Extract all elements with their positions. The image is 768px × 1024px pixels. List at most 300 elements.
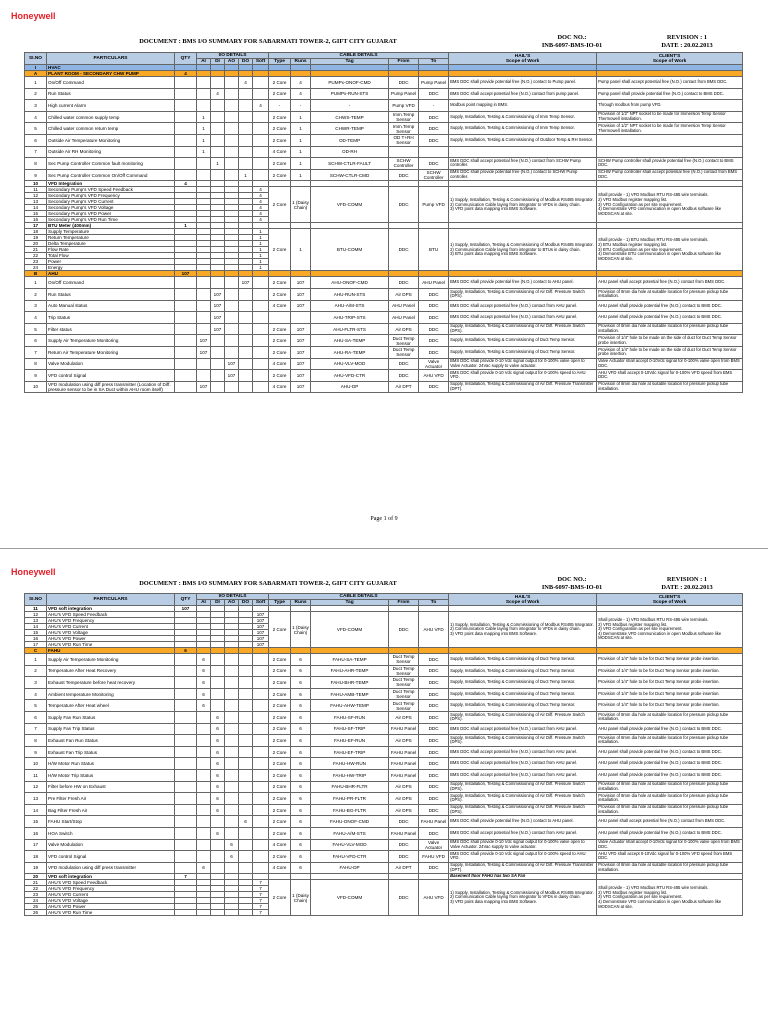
do-count	[239, 381, 253, 393]
di-count: 4	[211, 88, 225, 100]
ai-count	[197, 816, 211, 828]
soft-count	[253, 111, 269, 123]
table-row	[25, 827, 743, 839]
column-header: AO	[225, 59, 239, 65]
di-count: 6	[211, 758, 225, 770]
ai-count: 6	[197, 862, 211, 874]
cable-type: 2 Core	[269, 335, 291, 347]
row-particulars: Bag Filter Fresh Air	[47, 804, 175, 816]
cable-to: DDC	[419, 677, 449, 689]
doc-no-value: INB-6097-BMS-IO-01	[541, 42, 603, 49]
row-qty	[175, 123, 197, 135]
do-count	[239, 146, 253, 158]
row-particulars: Chilled water common supply temp	[47, 111, 175, 123]
column-header: Soft	[253, 59, 269, 65]
soft-count: 7	[253, 886, 269, 892]
doc-no-value: INB-6097-BMS-IO-01	[541, 584, 603, 591]
row-number: 8	[25, 158, 47, 170]
do-count: 6	[239, 816, 253, 828]
row-number: 6	[25, 711, 47, 723]
ai-count: 6	[197, 665, 211, 677]
table-row	[25, 665, 743, 677]
merged-tag: VFD-COMM	[311, 187, 389, 223]
do-count	[239, 746, 253, 758]
table-row	[25, 758, 743, 770]
cable-to: DDC	[419, 723, 449, 735]
ai-count	[197, 781, 211, 793]
table-row	[25, 654, 743, 666]
ao-count	[225, 381, 239, 393]
row-qty	[175, 358, 197, 370]
row-number: 3	[25, 300, 47, 312]
column-header: Runs	[291, 600, 311, 606]
row-number: 16	[25, 827, 47, 839]
merged-t: 2 Core	[269, 880, 291, 916]
client-scope: AHU VFD shall accept 0-10Vdc signal for 0-100% VFD speed from BMS DDC.	[597, 370, 743, 382]
cable-to: DDC	[419, 111, 449, 123]
do-count: 107	[239, 277, 253, 289]
cable-from: Air DPS	[389, 781, 419, 793]
row-qty	[175, 158, 197, 170]
honeywell-logo: Honeywell	[11, 567, 56, 577]
client-scope: Provision of 1/4" hole to be for Duct Temp Sensor probe insertion.	[597, 654, 743, 666]
cable-runs: 6	[291, 827, 311, 839]
cable-from: FAHU Panel	[389, 746, 419, 758]
merged-r: 1 (Daisy Chain)	[291, 187, 311, 223]
cable-runs: 6	[291, 723, 311, 735]
cable-from: Duct Temp Sensor	[389, 335, 419, 347]
cable-type: 2 Core	[269, 781, 291, 793]
soft-count: 4	[253, 100, 269, 112]
soft-count	[253, 654, 269, 666]
soft-count	[253, 711, 269, 723]
do-count	[239, 370, 253, 382]
row-particulars: AHU's VFD Power	[47, 904, 175, 910]
do-count	[239, 700, 253, 712]
di-count	[211, 277, 225, 289]
hail-scope: Supply, Installation, Testing & Commissioning of Imm Temp Sensor.	[449, 123, 597, 135]
client-scope: Provision of 1/2" NPT socket to be made for Immersion Temp Sensor Thermowell installation.	[597, 111, 743, 123]
row-number: 16	[25, 636, 47, 642]
row-number: 20	[25, 874, 47, 880]
row-qty	[175, 381, 197, 393]
table-row	[25, 169, 743, 181]
di-count: 6	[211, 827, 225, 839]
ai-count	[197, 910, 211, 916]
row-number: 18	[25, 851, 47, 863]
ao-count	[225, 793, 239, 805]
client-scope: Provision of 8mm dia hole at suitable location for pressure pickup tube installation.	[597, 323, 743, 335]
cable-tag: -	[311, 100, 389, 112]
row-particulars: AHU's VFD Frequency	[47, 886, 175, 892]
merged-c: Shall provide - 1) VFD Modbus RTU RS-485 wire terminals. 2) VFD Modbus register mapping list. 3) VFD Configuration as per site requirement. 4) Demonstrate VFD communication in open Modbus software like MODSCAN at site.	[597, 612, 743, 648]
merged-to: Pump VFD	[419, 187, 449, 223]
row-qty	[175, 746, 197, 758]
column-header: AI	[197, 59, 211, 65]
row-qty	[175, 677, 197, 689]
ai-count: 6	[197, 654, 211, 666]
soft-count	[253, 804, 269, 816]
cable-from: Pump Panel	[389, 88, 419, 100]
cable-from: Duct Temp Sensor	[389, 688, 419, 700]
hail-scope: BMS DDC shall provide potential free (N.O.) contact to AHU panel.	[449, 816, 597, 828]
row-number: 13	[25, 618, 47, 624]
cable-runs: 107	[291, 335, 311, 347]
ao-count	[225, 711, 239, 723]
client-scope: Provision of 8mm dia hole at suitable location for pressure pickup tube installation.	[597, 288, 743, 300]
cable-type: 2 Core	[269, 711, 291, 723]
client-scope: Valve Actuator shall accept 0-10Vdc signal for 0-100% valve open from BMS DDC.	[597, 839, 743, 851]
cable-runs: 4	[291, 77, 311, 89]
cable-runs: 6	[291, 839, 311, 851]
client-scope: AHU VFD shall accept 0-10Vdc signal for 0-100% VFD speed from BMS DDC.	[597, 851, 743, 863]
cable-runs: 6	[291, 711, 311, 723]
ao-count	[225, 804, 239, 816]
hail-scope: Supply, Installation, Testing & Commissioning of Air Diff. Pressure Switch (DPS).	[449, 793, 597, 805]
cable-to: Pump Panel	[419, 77, 449, 89]
merged-tag: VFD-COMM	[311, 880, 389, 916]
row-particulars: Sec Pump Controller Common On/Off Command	[47, 169, 175, 181]
ai-count	[197, 358, 211, 370]
row-particulars: BTU Meter (400mm)	[47, 223, 175, 229]
table-row	[25, 300, 743, 312]
do-count: 4	[239, 77, 253, 89]
honeywell-logo: Honeywell	[11, 11, 56, 21]
client-scope-header: CLIENT'S	[658, 53, 681, 59]
cable-runs: 6	[291, 688, 311, 700]
ai-count	[197, 312, 211, 324]
cable-type: 2 Core	[269, 134, 291, 146]
doc-no-label: DOC NO.:	[557, 34, 587, 41]
cable-to: DDC	[419, 346, 449, 358]
cable-type: 4 Core	[269, 839, 291, 851]
client-scope: AHU panel shall provide potential free (N.O.) contact to BMS DDC.	[597, 300, 743, 312]
cable-from: Duct Temp Sensor	[389, 654, 419, 666]
merged-t: 2 Core	[269, 229, 291, 271]
merged-h: 1) Supply, Installation, Testing & Commissioning of Modbus RS485 Integrator. 2) Communication Cable laying from integrator to VFDs in daisy chain. 3) VFD point data mapping into BMS Software.	[449, 880, 597, 916]
row-number: 1	[25, 77, 47, 89]
row-number: 15	[25, 816, 47, 828]
soft-count: 4	[253, 217, 269, 223]
di-count	[211, 700, 225, 712]
cable-runs: 6	[291, 851, 311, 863]
client-scope	[597, 146, 743, 158]
cable-type: 2 Core	[269, 793, 291, 805]
row-number: 10	[25, 381, 47, 393]
table-row	[25, 370, 743, 382]
cable-type: 2 Core	[269, 827, 291, 839]
row-particulars: HOA Switch	[47, 827, 175, 839]
hail-scope: BMS DDC shall accept potential free (N.O.) contact from pump panel.	[449, 88, 597, 100]
row-particulars: Temperature After Heat wheel	[47, 700, 175, 712]
row-number: 22	[25, 253, 47, 259]
column-header	[597, 594, 743, 606]
column-header: From	[389, 59, 419, 65]
ai-count	[197, 851, 211, 863]
client-scope: SCHW Pump controller shall accept potential free (N.O.) contact from BMS DDC.	[597, 169, 743, 181]
column-header	[449, 53, 597, 65]
ai-count	[197, 277, 211, 289]
soft-count	[253, 735, 269, 747]
row-number: 15	[25, 211, 47, 217]
ao-count	[225, 688, 239, 700]
column-header: AO	[225, 600, 239, 606]
table-row	[25, 187, 743, 193]
hail-scope: Supply, Installation, Testing & Commissioning of Air Diff. Pressure Switch (DPS).	[449, 711, 597, 723]
ai-count	[197, 735, 211, 747]
column-header	[449, 594, 597, 606]
do-count	[239, 723, 253, 735]
row-number: 3	[25, 100, 47, 112]
row-qty	[175, 323, 197, 335]
do-count	[239, 851, 253, 863]
row-particulars: Total Flow	[47, 253, 175, 259]
cable-tag: FAHU-SA-TEMP	[311, 654, 389, 666]
ai-count	[197, 746, 211, 758]
table-row	[25, 381, 743, 393]
ai-count: 107	[197, 346, 211, 358]
client-scope-header: CLIENT'S	[658, 594, 681, 600]
row-qty	[175, 288, 197, 300]
row-particulars: VFD control Signal	[47, 370, 175, 382]
cable-runs: 107	[291, 288, 311, 300]
cable-runs: 6	[291, 735, 311, 747]
row-qty	[175, 723, 197, 735]
ao-count	[225, 677, 239, 689]
cable-from: DDC	[389, 77, 419, 89]
row-number: 1	[25, 654, 47, 666]
cable-from: AHU Panel	[389, 300, 419, 312]
soft-count: 107	[253, 612, 269, 618]
ai-count	[197, 723, 211, 735]
cable-from: Duct Temp Sensor	[389, 346, 419, 358]
column-header: SI.NO	[25, 53, 47, 65]
row-number: 10	[25, 758, 47, 770]
cable-runs: 6	[291, 781, 311, 793]
client-scope: SCHW Pump controller shall provide potential free (N.O.) contact to BMS DDC.	[597, 158, 743, 170]
merged-to: BTU	[419, 229, 449, 271]
do-count	[239, 111, 253, 123]
do-count	[239, 335, 253, 347]
row-qty	[175, 654, 197, 666]
client-scope: Provision of 1/4" hole to be for Duct Temp Sensor probe insertion.	[597, 665, 743, 677]
cable-type: 4 Core	[269, 381, 291, 393]
row-particulars: Valve Modulation	[47, 839, 175, 851]
cable-tag: AHU-SA-TEMP	[311, 335, 389, 347]
row-qty	[175, 781, 197, 793]
do-count	[239, 793, 253, 805]
row-particulars: Secondary Pump's VFD Frequency	[47, 193, 175, 199]
di-count: 107	[211, 300, 225, 312]
cable-type: 4 Core	[269, 300, 291, 312]
doc-number	[512, 576, 632, 592]
di-count: 6	[211, 793, 225, 805]
cable-tag: SCHW-CTLR-FAULT	[311, 158, 389, 170]
soft-count	[253, 358, 269, 370]
row-qty	[175, 100, 197, 112]
ao-count	[225, 88, 239, 100]
di-count	[211, 111, 225, 123]
soft-count: 1	[253, 259, 269, 265]
do-count	[239, 735, 253, 747]
do-count	[239, 827, 253, 839]
di-count	[211, 839, 225, 851]
merged-t: 2 Core	[269, 612, 291, 648]
di-count	[211, 910, 225, 916]
cable-runs: 6	[291, 816, 311, 828]
cable-type: 2 Core	[269, 700, 291, 712]
cable-tag: OD-TEMP	[311, 134, 389, 146]
ao-count	[225, 111, 239, 123]
hail-scope: BMS DDC shall provide 0-10 Vdc signal output for 0-100% speed to AHU VFD.	[449, 370, 597, 382]
cable-tag: FAHU-A/M-STS	[311, 827, 389, 839]
do-count	[239, 910, 253, 916]
row-number: C	[25, 648, 47, 654]
column-header: Soft	[253, 600, 269, 606]
merged-to: AHU VFD	[419, 612, 449, 648]
ai-count	[197, 300, 211, 312]
di-count: 107	[211, 323, 225, 335]
cable-type: 2 Core	[269, 816, 291, 828]
ao-count	[225, 169, 239, 181]
client-scope: Provision of 8mm dia hole at suitable location for pressure pickup tube installation.	[597, 735, 743, 747]
row-particulars: H/W Motor Run Status	[47, 758, 175, 770]
cable-runs: 6	[291, 746, 311, 758]
ao-count: 6	[225, 851, 239, 863]
row-number: 12	[25, 781, 47, 793]
cable-to: DDC	[419, 158, 449, 170]
soft-count	[253, 781, 269, 793]
client-scope-subheader: Scope of Work	[652, 599, 687, 605]
table-row	[25, 323, 743, 335]
row-qty	[175, 862, 197, 874]
row-number: 14	[25, 624, 47, 630]
row-particulars: Run Status	[47, 88, 175, 100]
row-particulars: On/Off Command	[47, 277, 175, 289]
cable-runs: 107	[291, 358, 311, 370]
do-count	[239, 758, 253, 770]
row-number: 8	[25, 358, 47, 370]
cable-type: 2 Core	[269, 288, 291, 300]
do-count	[239, 769, 253, 781]
row-number: 4	[25, 312, 47, 324]
hail-scope: Supply, Installation, Testing & Commissioning of Air Diff. Pressure Transmitter (DPT).	[449, 862, 597, 874]
di-count: 6	[211, 735, 225, 747]
cable-to: DDC	[419, 735, 449, 747]
table-row	[25, 804, 743, 816]
row-number: 13	[25, 199, 47, 205]
hail-scope: BMS DDC shall accept potential free (N.O.) contact from SCHW Pump controller.	[449, 158, 597, 170]
column-header: From	[389, 600, 419, 606]
cable-tag: AHU-FLTR-STS	[311, 323, 389, 335]
soft-count: 7	[253, 904, 269, 910]
cable-to: DDC	[419, 827, 449, 839]
ao-count	[225, 123, 239, 135]
do-count	[239, 134, 253, 146]
column-header: I/O DETAILS	[197, 53, 269, 59]
io-summary-table-page-1	[24, 52, 743, 393]
soft-count	[253, 277, 269, 289]
table-row	[25, 688, 743, 700]
cable-tag: SCHW-CTLR-CMD	[311, 169, 389, 181]
client-scope: AHU panel shall provide potential free (N.O.) contact to BMS DDC.	[597, 769, 743, 781]
cable-runs: 107	[291, 323, 311, 335]
merged-f: DDC	[389, 880, 419, 916]
hail-scope: Supply, Installation, Testing & Commissioning of Duct Temp Sensor.	[449, 654, 597, 666]
ai-count	[197, 88, 211, 100]
di-count	[211, 346, 225, 358]
row-number: 22	[25, 886, 47, 892]
row-number: 7	[25, 723, 47, 735]
ao-count	[225, 700, 239, 712]
cable-type: 2 Core	[269, 77, 291, 89]
cable-tag: PUMPx-RUN-STS	[311, 88, 389, 100]
row-number: 8	[25, 735, 47, 747]
row-particulars: AHU	[47, 271, 175, 277]
row-qty	[175, 346, 197, 358]
hail-scope: BMS DDC shall accept potential free (N.O.) contact from AHU panel.	[449, 300, 597, 312]
hail-scope-header: HAIL'S	[514, 53, 531, 59]
row-particulars: AHU's VFD Current	[47, 892, 175, 898]
hail-scope: Supply, Installation, Testing & Commissioning of Air Diff. Pressure Switch (DPS).	[449, 323, 597, 335]
row-particulars: Supply Fan Run Status	[47, 711, 175, 723]
di-count: 6	[211, 746, 225, 758]
ao-count	[225, 735, 239, 747]
ao-count	[225, 862, 239, 874]
ao-count	[225, 146, 239, 158]
ai-count	[197, 769, 211, 781]
client-scope: Valve Actuator shall accept 0-10Vdc signal for 0-100% valve open from BMS DDC.	[597, 358, 743, 370]
cable-tag: AHU-VFD-CTR	[311, 370, 389, 382]
cable-from: Imm.Temp Sensor	[389, 123, 419, 135]
hail-scope: BMS DDC shall accept potential free (N.O.) contact from AHU panel.	[449, 746, 597, 758]
row-number: 14	[25, 205, 47, 211]
row-particulars: VFD soft integration	[47, 606, 175, 612]
di-count: 6	[211, 711, 225, 723]
cable-from: Duct Temp Sensor	[389, 700, 419, 712]
cable-tag: FAHU-ONOF-CMD	[311, 816, 389, 828]
soft-count	[253, 288, 269, 300]
di-count: 6	[211, 769, 225, 781]
row-number: 11	[25, 769, 47, 781]
soft-count: 7	[253, 910, 269, 916]
ao-count	[225, 158, 239, 170]
cable-tag: AHU-RA-TEMP	[311, 346, 389, 358]
ai-count	[197, 827, 211, 839]
row-particulars: High current Alarm	[47, 100, 175, 112]
table-row	[25, 700, 743, 712]
cable-runs: -	[291, 100, 311, 112]
merged-to: AHU VFD	[419, 880, 449, 916]
cable-runs: 6	[291, 758, 311, 770]
merged-h: 1) Supply, Installation, Testing & Commissioning of Modbus RS485 Integrator. 2) Communication Cable laying from integrator to VFDs in daisy chain. 3) VFD point data mapping into BMS Software.	[449, 187, 597, 223]
cable-type: 2 Core	[269, 758, 291, 770]
row-particulars: PLANT ROOM - SECONDARY CHW PUMP	[47, 71, 175, 77]
table-row	[25, 862, 743, 874]
row-number: 13	[25, 793, 47, 805]
revision-label: REVISION : 1	[666, 576, 708, 583]
cable-tag: AHU-ONOF-CMD	[311, 277, 389, 289]
row-number: 19	[25, 862, 47, 874]
row-particulars: Supply Air Temperature Monitoring	[47, 654, 175, 666]
row-number: 5	[25, 123, 47, 135]
cable-from: Air DPS	[389, 711, 419, 723]
row-qty: 4	[175, 181, 197, 187]
do-count	[239, 654, 253, 666]
di-count	[211, 677, 225, 689]
ai-count: 6	[197, 700, 211, 712]
column-header: DO	[239, 59, 253, 65]
